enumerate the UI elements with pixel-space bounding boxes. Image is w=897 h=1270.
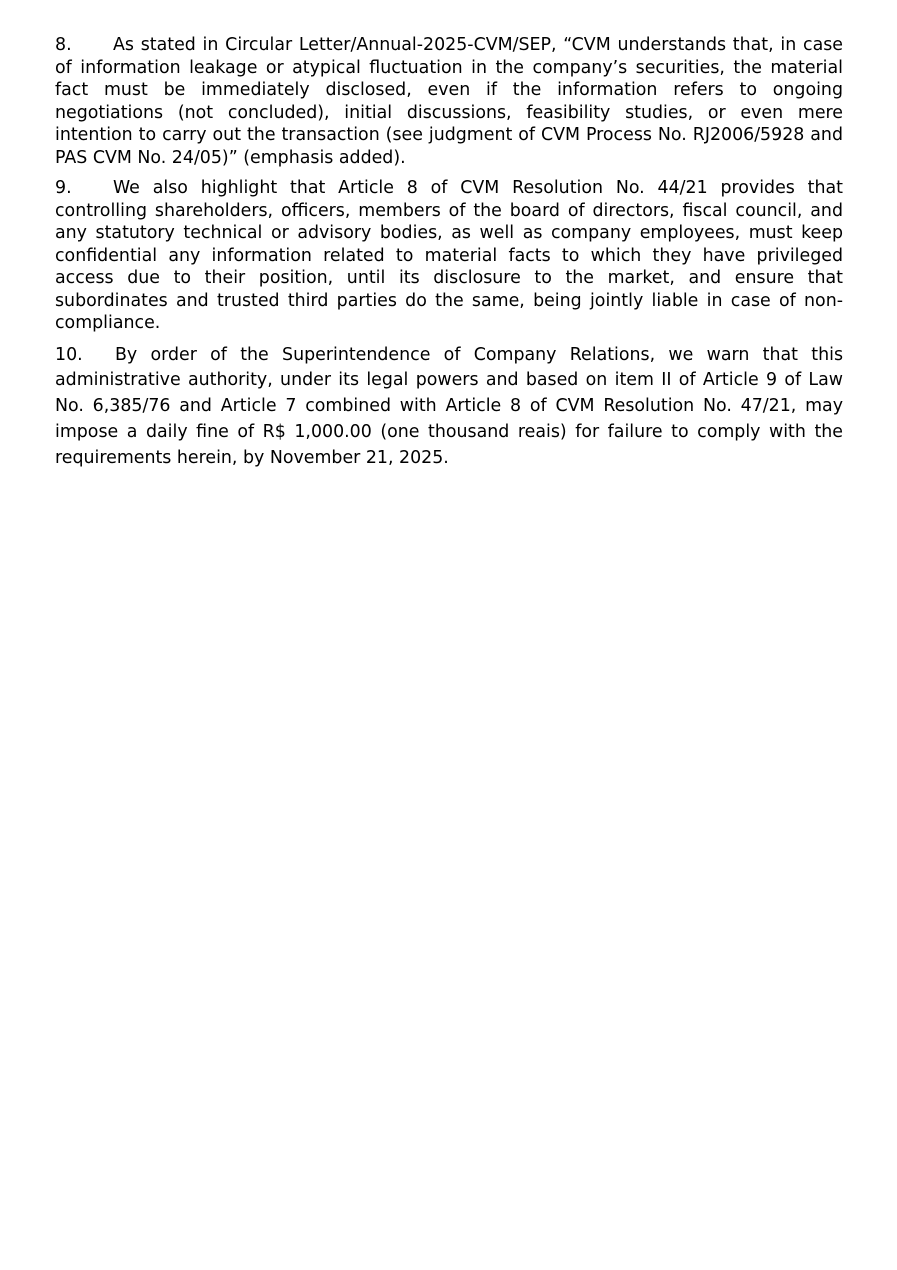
document-body — [55, 34, 843, 479]
paragraph-10 — [55, 343, 843, 472]
paragraph-9 — [55, 177, 843, 335]
paragraph-text: We also highlight that Article 8 of CVM Resolution No. 44/21 provides that controlling shareholders, officers, members of the board of directors, fiscal council, and any statutory technical or advisory bodies, as well as company employees, must keep confidential any information related to material facts to which they have privileged access due to their position, until its disclosure to the market, and ensure that subordinates and trusted third parties do the same, being jointly liable in case of non-compliance. — [55, 178, 843, 333]
paragraph-number: 10. — [55, 344, 83, 365]
paragraph-text: As stated in Circular Letter/Annual-2025-CVM/SEP, “CVM understands that, in case of information leakage or atypical fluctuation in the company’s securities, the material fact must be immediately disclosed, even if the information refers to ongoing negotiations (not concluded), initial discussions, feasibility studies, or even mere intention to carry out the transaction (see judgment of CVM Process No. RJ2006/5928 and PAS CVM No. 24/05)” (emphasis added). — [55, 35, 843, 168]
paragraph-number: 8. — [55, 35, 72, 55]
paragraph-text: By order of the Superintendence of Company Relations, we warn that this administrative authority, under its legal powers and based on item II of Article 9 of Law No. 6,385/76 and Article 7 combined with Article 8 of CVM Resolution No. 47/21, may impose a daily fine of R$ 1,000.00 (one thousand reais) for failure to comply with the requirements herein, by November 21, 2025. — [55, 344, 843, 468]
paragraph-8 — [55, 34, 843, 169]
paragraph-number: 9. — [55, 178, 72, 198]
